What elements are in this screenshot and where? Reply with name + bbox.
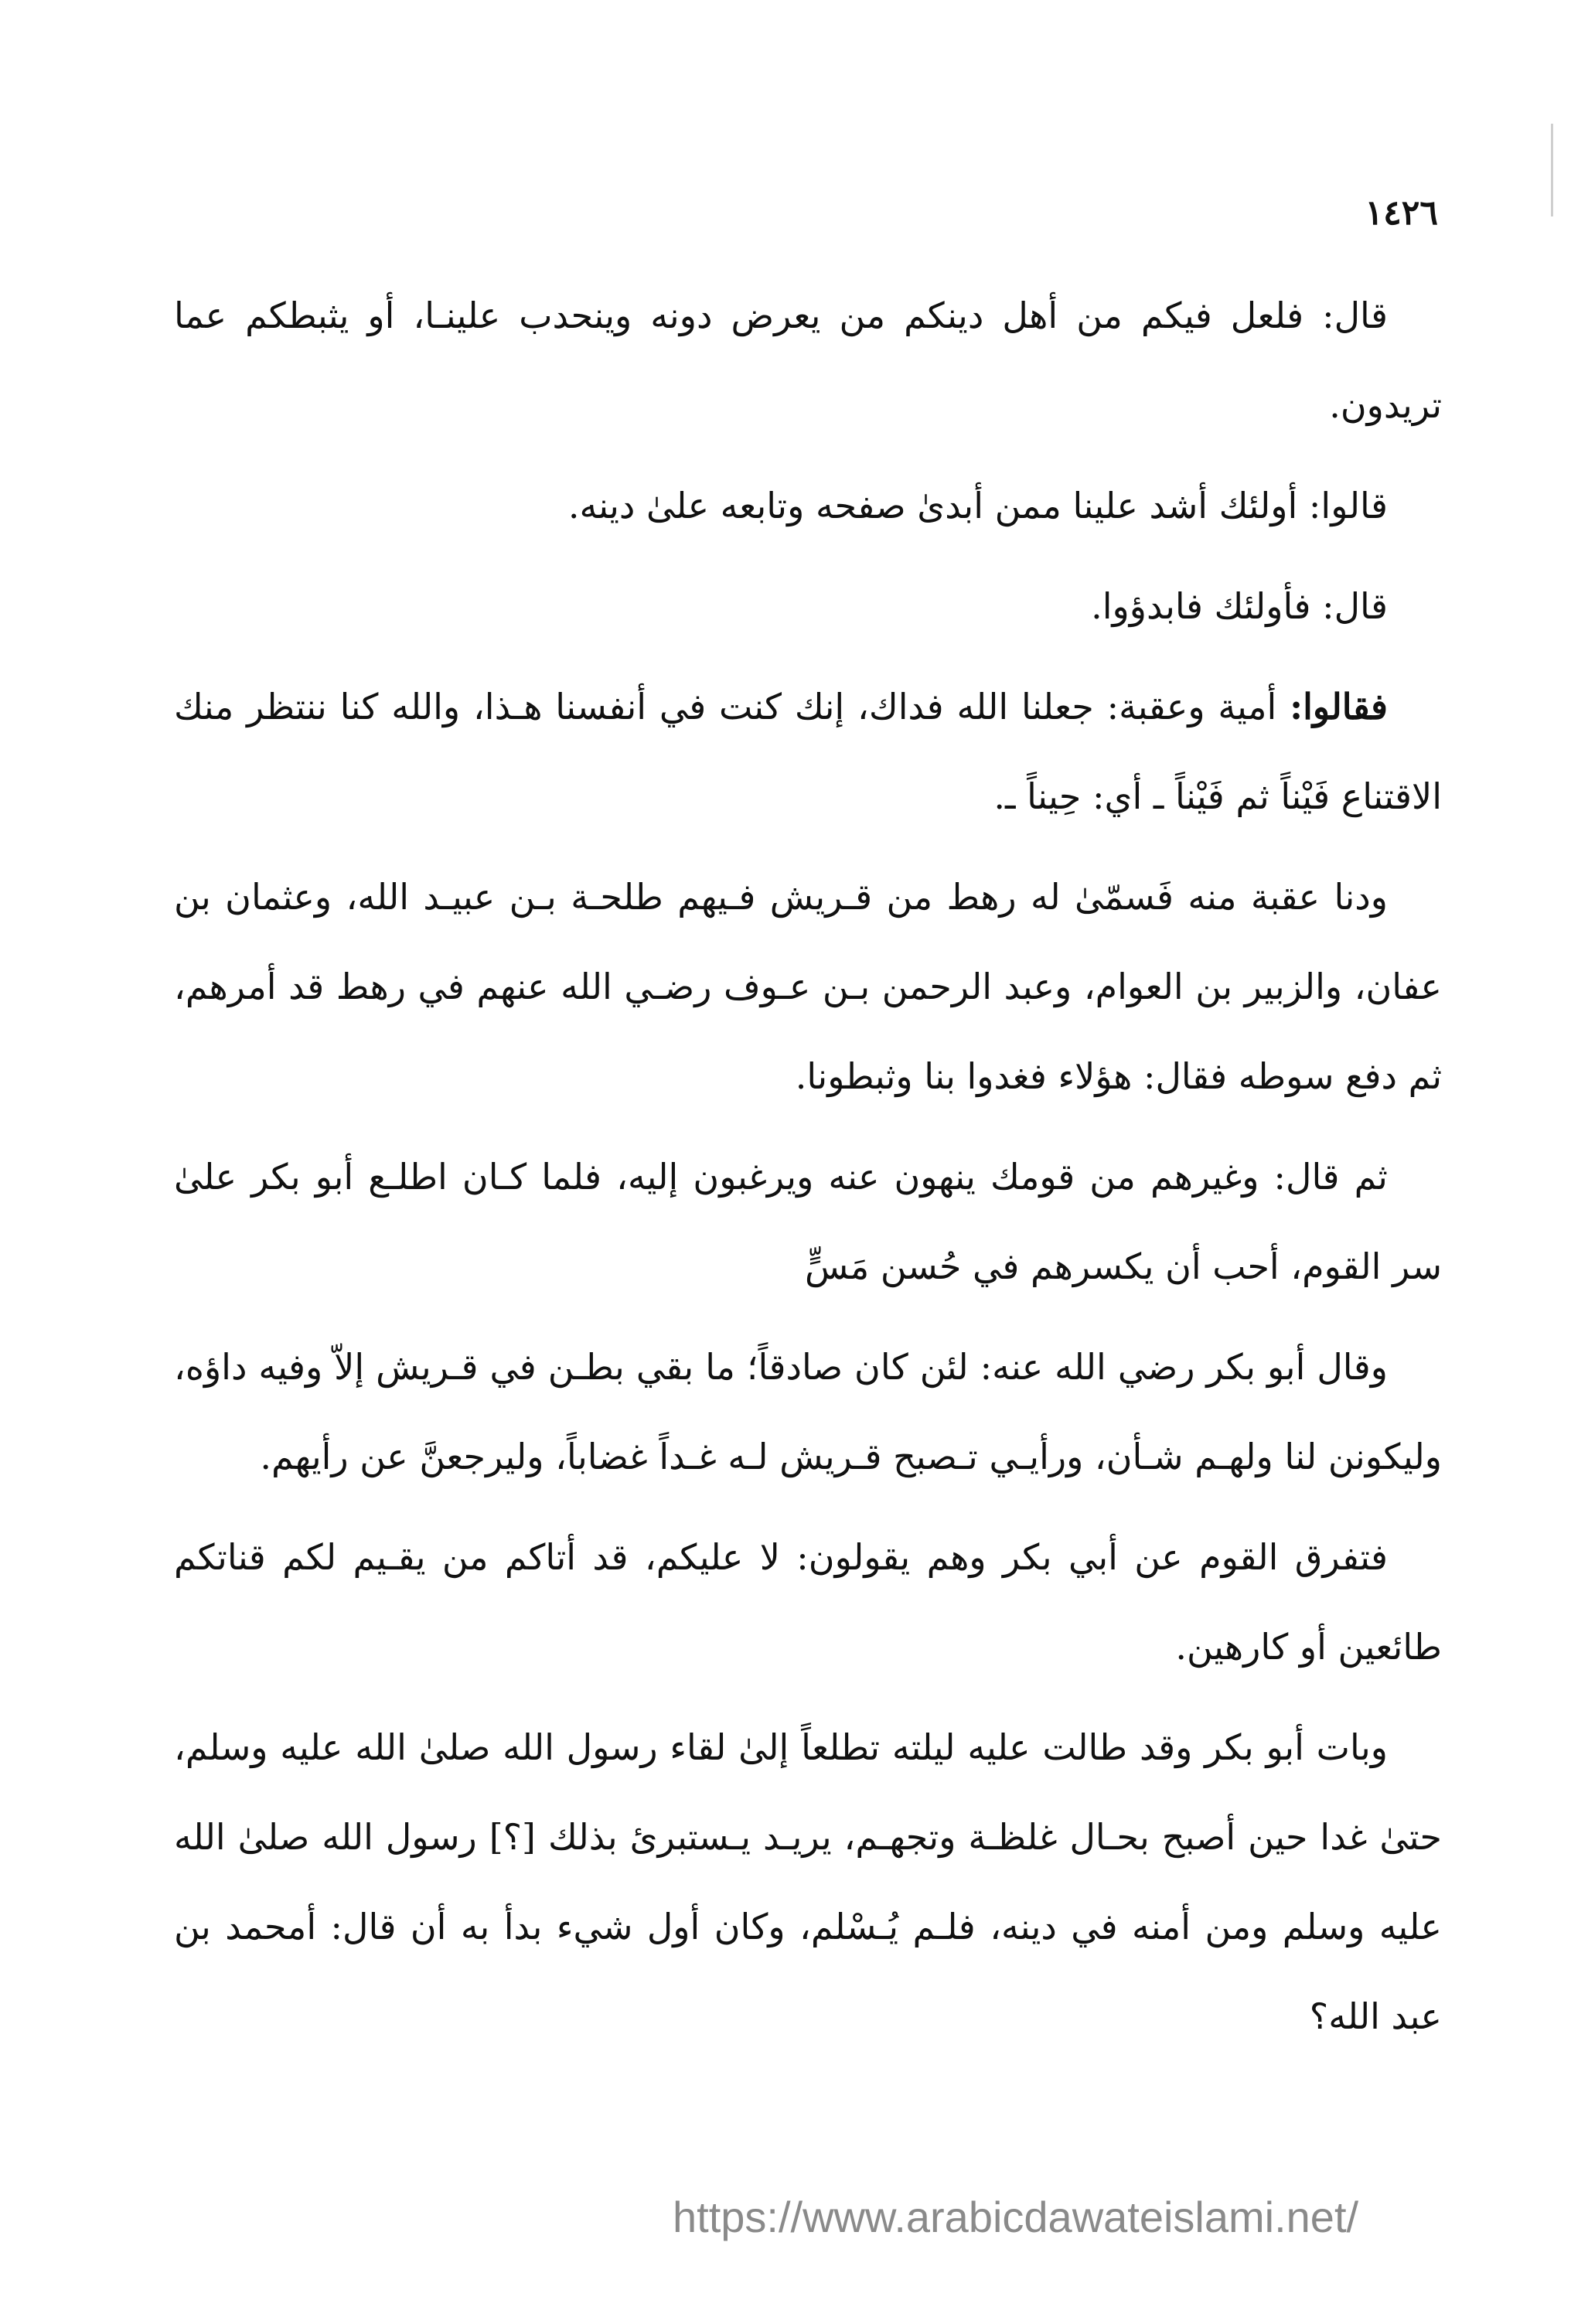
paragraph-1: قال: فلعل فيكم من أهل دينكم من يعرض دونه وينحدب علينـا، أو يثبطكم عما تريدون. — [174, 295, 1442, 426]
paragraph-5: ودنا عقبة منه فَسمّىٰ له رهط من قـريش فـيهم طلحـة بـن عبيـد الله، وعثمان بن عفان، والزبير بن العوام، وعبد الرحمن بـن عـوف رضـي الله عنهم في رهط قد أمرهم، ثم دفع سوطه فقال: هؤلاء فغدوا بنا وثبطونا. — [174, 876, 1442, 1097]
paragraph-9: وبات أبو بكر وقد طالت عليه ليلته تطلعاً إلىٰ لقاء رسول الله صلىٰ الله عليه وسلم، حتىٰ غدا حين أصبح بحـال غلظـة وتجهـم، يريـد يـستبرئ بذلك [؟] رسول الله صلىٰ الله عليه وسلم ومن أمنه في دينه، فلـم يُـسْلم، وكان أول شيء بدأ به أن قال: أمحمد بن عبد الله؟ — [174, 1726, 1442, 2037]
paragraph-7: وقال أبو بكر رضي الله عنه: لئن كان صادقاً؛ ما بقي بطـن في قـريش إلاّ وفيه داؤه، وليكونن لنا ولهـم شـأن، ورأيـي تـصبح قـريش لـه غـداً غضاباً، وليرجعنَّ عن رأيهم. — [174, 1346, 1442, 1477]
paragraph-3: قال: فأولئك فابدؤوا. — [1091, 585, 1388, 627]
paragraph-4-text: أمية وعقبة: جعلنا الله فداك، إنك كنت في أنفسنا هـذا، والله كنا ننتظر منك الاقتناع فَيْناً ثم فَيْناً ـ أي: حِيناً ـ. — [174, 686, 1442, 817]
paragraph-6: ثم قال: وغيرهم من قومك ينهون عنه ويرغبون إليه، فلما كـان اطلـع أبو بكر علىٰ سر القوم، أحب أن يكسرهم في حُسن مَسٍّ — [174, 1156, 1442, 1287]
paragraph-2: قالوا: أولئك أشد علينا ممن أبدىٰ صفحه وتابعه علىٰ دينه. — [567, 485, 1388, 526]
body-text — [174, 271, 1442, 2061]
paragraph-4-lead-word: فقالوا: — [1290, 686, 1388, 728]
margin-line — [1551, 124, 1553, 216]
page-number: ١٤٢٦ — [1365, 193, 1438, 233]
paragraph-4 — [174, 662, 1442, 841]
watermark-url: https://www.arabicdawateislami.net/ — [673, 2193, 1359, 2241]
paragraph-8: فتفرق القوم عن أبي بكر وهم يقولون: لا عليكم، قد أتاكم من يقـيم لكم قناتكم طائعين أو كارهين. — [174, 1536, 1442, 1668]
